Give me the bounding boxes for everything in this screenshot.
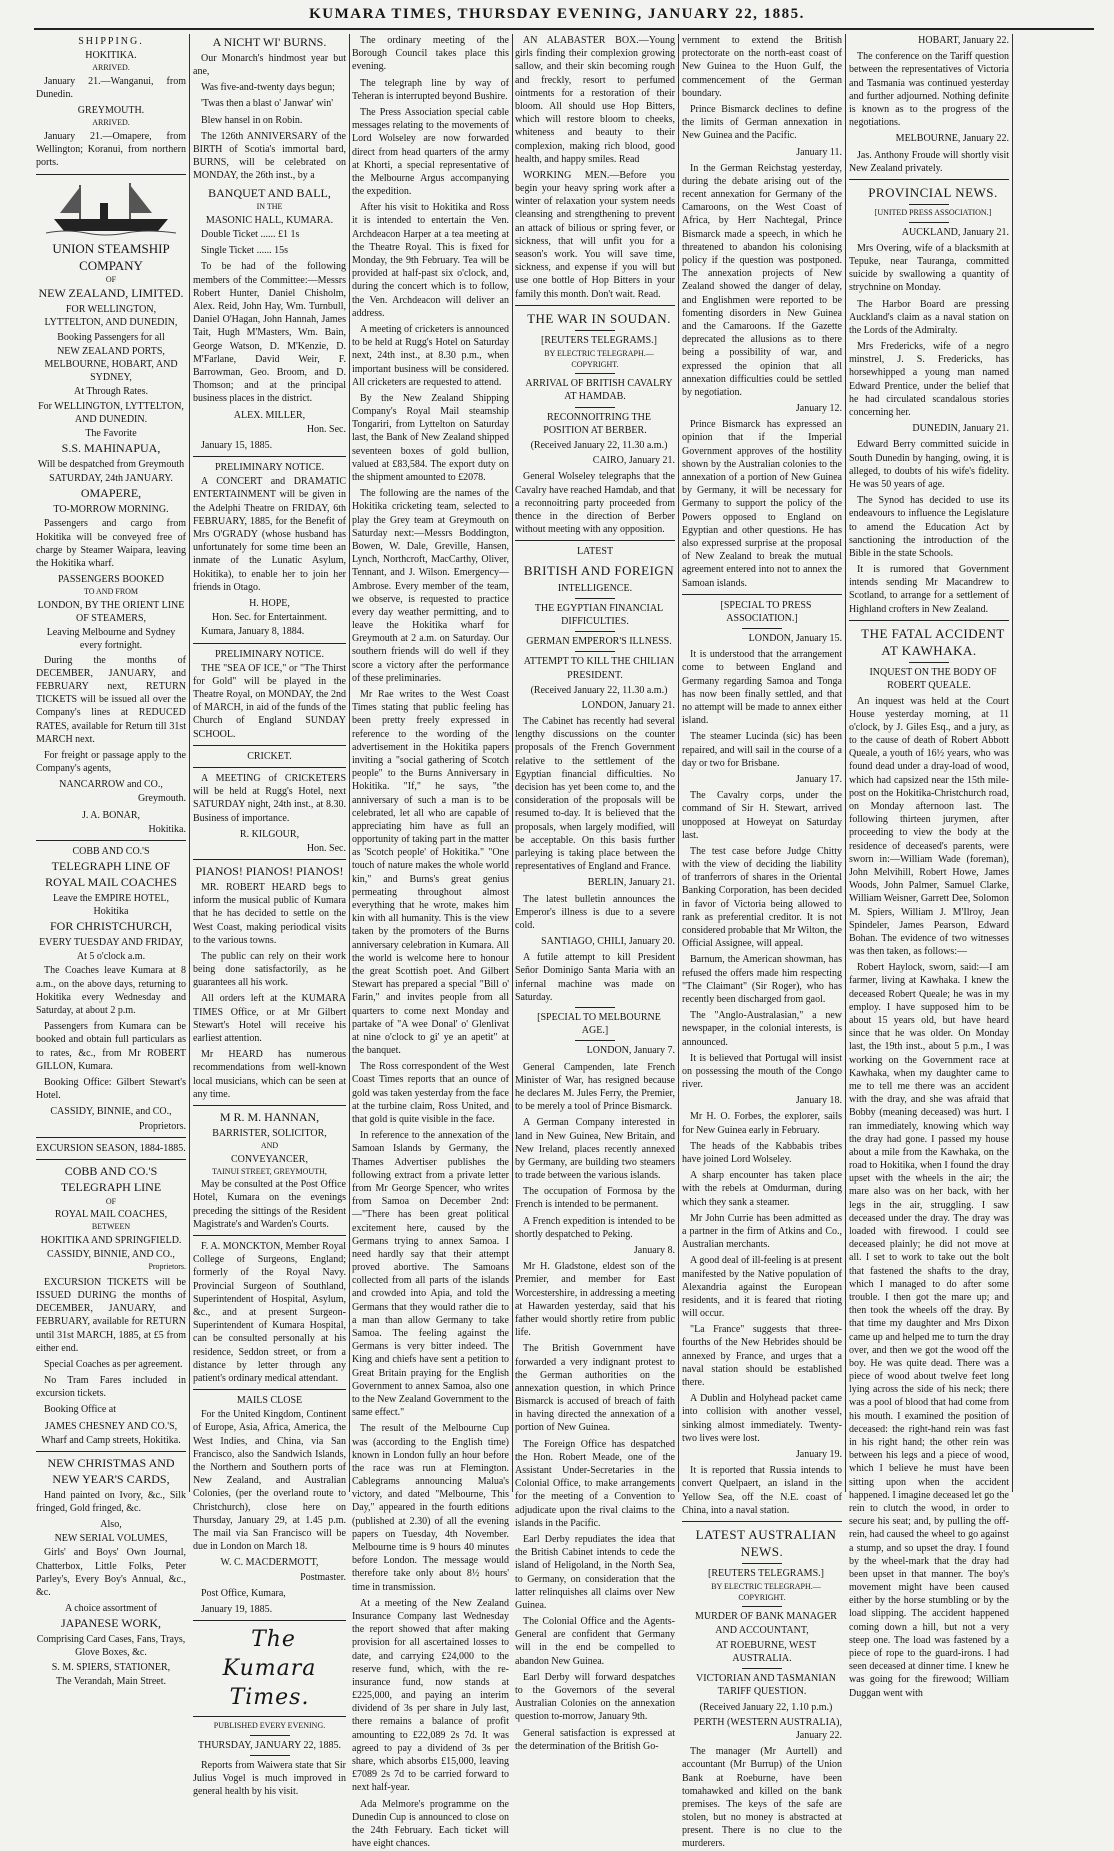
signatory-role: Hon. Sec. [306,842,346,854]
agent-town: Hokitika. [148,823,186,835]
news-paragraph: vernment to extend the British protectorate on the north-east coast of New Guinea to the Huon Gulf, the commencement of the German boundary. [682,35,842,99]
news-paragraph: Mr Rae writes to the West Coast Times stating that public feeling has been pretty freely expressed in reference to the wording of the advertisement in the Hokitika papers inviting a "social gathering of Scotch people" to the Burns Anniversary in Hokitika. "If," he says, "the anniversary of such a man is to be celebrated, let all who are capable of appreciating him have as full an opportunity of taking part in the matter as 'Scotch people' of Hokitika." "One touch of nature makes the whole world kin," and Burns's great genius permeating throughout almost everything that he wrote, makes him kin with all humanity. This is the view taken by the promoters of the Burns anniversary celebration in Kumara. All the world is welcome here to honour the great Scottish poet. And Gilbert Stewart has prepared a special "Bill o' Farin," and invites people from all quarters to come next Monday and partake of "A wee Donal' o' Glenlivat at nine o'clock to gi' ye an apetit" at the banquet. [352,689,509,1057]
poem-line: Blew hansel in on Robin. [201,114,303,126]
reuters-label: [REUTERS TELEGRAMS.] [708,1568,824,1580]
intelligence-label: INTELLIGENCE. [557,582,633,594]
no-tram: No Tram Fares included in excursion tickets. [36,1375,186,1400]
divider [849,179,1009,180]
divider [682,1521,842,1522]
poem-line: 'Twas then a blast o' Janwar' win' [201,98,334,110]
divider [575,631,615,632]
advert-paragraph: WORKING MEN.—Before you begin your heavy spring work after a winter of relaxation your system needs cleansing and strengthening to prevent an attack of bilious or spring fever, or sickness, that will unfit you for a season's work. You will save time, sickness, and expense if you will but use one bottle of Hop Bitters in your family this month. Don't wait. Read. [515,169,675,300]
preliminary-heading: PRELIMINARY NOTICE. [214,648,325,660]
orient-line: LONDON, BY THE ORIENT LINE OF STEAMERS, [37,599,185,625]
usc-for: FOR WELLINGTON, LYTTELTON, AND DUNEDIN, [44,304,178,329]
choice-text: A choice assortment of [65,1603,157,1615]
steamship-icon [46,179,176,237]
heard-text: All orders left at the KUMARA TIMES Office, or at Mr Gilbert Stewart's Hotel will receive his earliest attention. [193,993,346,1045]
divider [742,628,782,629]
roebourne-heading: AT ROEBURNE, WEST AUSTRALIA. [715,1639,817,1665]
divider [575,330,615,331]
single-ticket: Single Ticket ...... 15s [201,245,288,257]
aus-heading: LATEST AUSTRALIAN NEWS. [695,1526,837,1560]
cobb2-title: COBB AND CO.'S TELEGRAPH LINE [60,1163,162,1194]
egypt-heading: THE EGYPTIAN FINANCIAL DIFFICULTIES. [534,602,664,627]
column-rule [189,34,190,1492]
dateline: January 19. [795,1448,842,1460]
news-paragraph: A meeting of cricketers is announced to be held at Rugg's Hotel on Saturday next, 24th inst., at 8.30 p.m., when important business will be considered. All cricketers are requested to attend. [352,323,509,388]
tainui: TAINUI STREET, GREYMOUTH, [212,1166,327,1176]
news-paragraph: The "Anglo-Australasian," a new newspaper, in the colonial interests, is announced. [682,1010,842,1048]
divider [909,662,949,663]
divider [575,651,615,652]
divider [193,767,346,768]
divider [742,1606,782,1607]
shipping-heading: SHIPPING. [78,36,144,47]
hokitika-arrival: January 21.—Wanganui, from Dunedin. [36,75,186,101]
to-from-label: TO AND FROM [83,587,139,597]
attempt-heading: ATTEMPT TO KILL THE CHILIAN PRESIDENT. [523,656,675,681]
divider [575,1007,615,1008]
mails-text: For the United Kingdom, Continent of Europe, Asia, Africa, America, the West Indies, and China, via San Francisco, also the Sandwich Islands, the Northern and Southern ports of New Zealand, and Australian Colonies, (per the overland route to Christchurch), close here on Thursday, January 29, at 1.45 p.m. The mail via San Francisco will be due in London on March 18. [193,1409,346,1553]
news-paragraph: Barnum, the American showman, has refused the offers made him respecting "The Claimant" (Sir Roger), who has recently been discharged from gaol. [682,954,842,1005]
electric-label: BY ELECTRIC TELEGRAPH.—COPYRIGHT. [544,349,654,369]
conveyancer: CONVEYANCER, [231,1153,308,1165]
upa-label: [UNITED PRESS ASSOCIATION.] [874,208,992,218]
news-paragraph: The heads of the Kabbabis tribes have joined Lord Wolseley. [682,1140,842,1165]
signatory-role: Hon. Sec. for Entertainment. [212,612,327,624]
leaving-text: Leaving Melbourne and Sydney every fortnight. [46,627,176,652]
heard-text: MR. ROBERT HEARD begs to inform the musical public of Kumara that he has decided to settle on the West Coast, making periodical visits to the various towns. [193,881,346,946]
news-paragraph: Earl Derby repudiates the idea that the British Cabinet intends to cede the island of Heligoland, in the North Sea, to Germany, on consideration that the latter relinquishes all claims over New Guinea. [515,1533,675,1611]
comprising-text: Comprising Card Cases, Fans, Trays, Glove Boxes, &c. [36,1634,186,1659]
heard-text: The public can rely on their work being done satisfactorily, as he guarantees all his work. [193,950,346,989]
news-paragraph: After his visit to Hokitika and Ross it is intended to entertain the Ven. Archdeacon Harper at a tea meeting at the Theatre Royal. This is fixed for Monday, the 9th February. Tea will be provided at half-past six o'clock, and, during the concert which is to follow, the Ven. Archdeacon will deliver an address. [352,202,509,319]
cobb-line: TELEGRAPH LINE OF ROYAL MAIL COACHES [45,859,177,890]
cobb-destination: FOR CHRISTCHURCH, [49,919,173,934]
divider [575,373,615,374]
booking-at: Booking Office at [44,1404,117,1416]
news-paragraph: The Cavalry corps, under the command of Sir H. Stewart, arrived unopposed at Howeyat on Saturday last. [682,790,842,841]
dateline: January 18. [795,1095,842,1107]
cricket-text: A MEETING of CRICKETERS will be held at Rugg's Hotel, next SATURDAY night, 24th inst., at 8.30. Business of importance. [193,773,346,824]
news-paragraph: The ordinary meeting of the Borough Council takes place this evening. [352,35,509,73]
also-label: Also, [100,1519,122,1531]
cobb2-royal: ROYAL MAIL COACHES, [54,1209,168,1221]
signatory: W. C. MACDERMOTT, [220,1557,319,1569]
sea-of-ice-text: THE "SEA OF ICE," or "The Thirst for Gold" will be played in the Theatre Royal, on MONDAY, the 2nd of MARCH, in aid of the funds of the Church of England SUNDAY SCHOOL. [193,662,346,740]
news-paragraph: Ada Melmore's programme on the Dunedin Cup is announced to close on the 24th February. Each ticket will have eight chances. [352,1798,509,1850]
spiers: S. M. SPIERS, STATIONER, [51,1661,171,1673]
divider [250,1755,290,1756]
column-6 [849,34,1009,1699]
news-paragraph: The steamer Lucinda (sic) has been repaired, and will sail in the course of a day or two for Brisbane. [682,731,842,769]
concert-text: A CONCERT and DRAMATIC ENTERTAINMENT will be given in the Adelphi Theatre on FRIDAY, 6th FEBRUARY, 1885, for the Benefit of Mrs O'GRADY (whose husband has unfortunately for some time been an inmate of the Lunatic Asylum, Hokitika), to enable her to join her friends in Otago. [193,476,346,593]
column-rule [512,34,513,1492]
and-label: AND [260,1140,279,1150]
news-paragraph: Earl Derby will forward despatches to the Governors of the several Australian Colonies on the annexation question to-morrow, January 9th. [515,1671,675,1723]
divider [36,840,186,841]
news-paragraph: The result of the Melbourne Cup was (according to the English time) known in London fully an hour before the race was run at Flemington. Cablegrams announcing Malua's victory, and dated "Melbourne, This Day," appeared in the fourth editions (published at 2.30) of all the evening papers on Tuesday, 4th November. Melbourne time is 9 hours 40 minutes before London. The message would therefore take only about 8½ hours' time in transmission. [352,1423,509,1593]
in-the: IN THE [256,202,283,212]
column-2 [193,34,346,1798]
column-7-edge [1015,34,1095,1492]
divider [909,222,949,223]
usc-title: UNION STEAMSHIP COMPANY [52,240,170,273]
news-paragraph: The manager (Mr Aurtell) and accountant (Mr Burrup) of the Union Bank at Roeburne, have been tomahawked and killed on the bank premises. The keys of the safe are stolen, but no money is abstracted at present. There is no clue to the murderers. [682,1746,842,1850]
divider [742,1668,782,1669]
inquest-heading: INQUEST ON THE BODY OF ROBERT QUEALE. [869,667,997,692]
murder-heading: MURDER OF BANK MANAGER AND ACCOUNTANT, [695,1611,837,1636]
divider [36,1159,186,1160]
news-paragraph: It is rumored that Government intends sending Mr Macandrew to Scotland, to arrange for a settlement of Highland crofters in New Zealand. [849,564,1009,615]
divider [515,540,675,541]
news-paragraph: By the New Zealand Shipping Company's Royal Mail steamship Tongariri, from Lyttelton on Saturday last, the Bank of New Zealand shipped seventeen boxes of gold bullion, valued at £83,584. The export duty on the shipment amounted to £2078. [352,392,509,483]
usc-for2: For WELLINGTON, LYTTELTON, AND DUNEDIN. [38,400,184,425]
news-paragraph: "La France" suggests that three-fourths of the New Hebrides should be annexed by France, and urges that a naval station should be established there. [682,1324,842,1388]
news-paragraph: The Press Association special cable messages relating to the movements of Lord Wolseley are now forwarded direct from head quarters of the army at Khorti, a special representative of the Melbourne Argus accompanying the expedition. [352,106,509,198]
cobb-office: Booking Office: Gilbert Stewart's Hotel. [36,1076,186,1102]
pianos-heading: PIANOS! PIANOS! PIANOS! [195,864,344,879]
news-paragraph: In reference to the annexation of the Samoan Islands by Germany, the Thames Advertiser publishes the following extract from a private letter from Mr George Spencer, who writes from Samoa on December 2nd:—"There has been great political excitement here, caused by the Germans trying to annex Samoa. I need hardly say that their attempt proved abortive. The Samoans collected from all parts of the islands and crowded into Apia, and told the Germans that they would rather die to a man than allow Germany to take Samoa. The feeling against the Germans is very bitter indeed. The King and chiefs have sent a petition to Great Britain praying for the English Government to annex Samoa, also one to the New Zealand Government to the same effect." [352,1130,509,1419]
booked-label: PASSENGERS BOOKED [57,574,165,586]
dateline: LONDON, January 15. [748,633,842,645]
special-pa-label: [SPECIAL TO PRESS ASSOCIATION.] [720,599,812,624]
news-paragraph: The Harbor Board are pressing Auckland's claim as a naval station on the Lords of the Admiralty. [849,298,1009,336]
dateline: AUCKLAND, January 21. [901,226,1009,238]
news-paragraph: Robert Haylock, sworn, said:—I am farmer, living at Kawhaka. I knew the deceased Robert Queale; he was in my employ. I have supposed him to be about 15 years old, but have heard since that he was older. On Monday last, the 19th inst., about 5 p.m., I was working on the Government race at Kawhaka, when my daughter came to me to tell me there was an accident with the dray, and she was afraid that Bobby (meaning deceased) was hurt. I ran immediately, knowing which way the dray had gone. I passed my house about a mile from the Kawhaka, on the road to Hokitika, when I found the dray upset with the wheels in the air; the mare also was on her back, with her legs in the air, struggling. I saw deceased under the dray. The dray was loaded with firewood. I could see deceased plainly; he did not move at all. I set to work to take out the bolt that fastened the shafts to the dray, which I managed to do after some trouble. I then got the mare up; and then took the wheels off the dray. By that time my daughter and Mrs Dixon came up and helped me to turn the dray over, and then we got the wood off the boy. He was quite dead. There was a piece of wood about twelve feet long lying across the side of his neck; there was a pool of blood that had come from his mouth. I examined the position of deceased: the right-hand rein was fast in his right hand; the other rein was between his legs and a piece of wood, which I believe he must have been sitting upon when the accident happened. I imagine deceased let go the rein to clutch the wood, in order to secure his seat; and, by pulling the off-rein, had caused the wheel to go against a stump, and so upset the dray. I found by the wheel-mark that the dray had been upset in that manner. The boy's movement might have been caused either by the horse stumbling or by the load slipping. The accident happened coming down a hill, but not a very steep one. The load was fastened by a piece of rope to the guard-irons. I had seen deceased at dinner time. I knew he was going for the firewood; William Duggan went with [849,962,1009,1699]
notice-date: January 15, 1885. [201,439,273,451]
divider [193,1389,346,1390]
news-paragraph: The Foreign Office has despatched the Hon. Robert Meade, one of the Assistant Under-Secretaries in the Colonial Office, to make arrangements for the meeting of a Convention to adjudicate upon the rival claims to the islands in the Pacific. [515,1438,675,1529]
freight-text: For freight or passage apply to the Company's agents, [36,749,186,775]
preliminary-heading: PRELIMINARY NOTICE. [214,462,325,474]
divider [849,620,1009,621]
news-paragraph: The British Government have forwarded a very indignant protest to the German authorities on the annexation question, in which Prince Bismarck is accused of breach of faith in having directed the annexation of a portion of New Guinea. [515,1343,675,1434]
divider [575,407,615,408]
japanese-title: JAPANESE WORK, [60,1616,162,1631]
news-paragraph: Mrs Fredericks, wife of a negro minstrel, J. S. Fredericks, has horsewhipped a young man named Edward Prentice, under the belief that he had circulated scandalous stories concerning her. [849,341,1009,419]
news-paragraph: The telegraph line by way of Teheran is interrupted beyond Bushire. [352,77,509,102]
cricket-heading: CRICKET. [247,750,292,762]
arrival-heading: ARRIVAL OF BRITISH CAVALRY AT HAMDAB. [525,378,673,403]
agent-name: J. A. BONAR, [81,809,141,821]
favorite-label: The Favorite [85,427,137,439]
cobb-text: The Coaches leave Kumara at 8 a.m., on the above days, returning to Hokitika every Wednesday and Saturday, at about 2 p.m. [36,965,186,1017]
masthead-rule [34,28,1094,30]
usc-of: OF [105,274,117,284]
news-paragraph: The occupation of Formosa by the French is intended to be permanent. [515,1186,675,1211]
dateline: LONDON, January 7. [586,1045,675,1057]
waiwera-text: Reports from Waiwera state that Sir Julius Vogel is much improved in general health by his visit. [193,1759,346,1798]
news-paragraph: It is believed that Portugal will insist on possessing the mouth of the Congo river. [682,1052,842,1091]
column-5 [682,34,842,1850]
issue-date: THURSDAY, JANUARY 22, 1885. [198,1739,341,1751]
divider [909,204,949,205]
divider [682,594,842,595]
bfi-heading: BRITISH AND FOREIGN [523,563,675,579]
usc-booking: Booking Passengers for all [57,331,165,343]
between-label: BETWEEN [91,1222,131,1232]
divider [515,305,675,306]
news-paragraph: Edward Berry committed suicide in South Dunedin by hanging, owing, it is alleged, to doubts of his wife's fidelity. He was 50 years of age. [849,439,1009,490]
serial-title: NEW SERIAL VOLUMES, [54,1533,168,1545]
divider [193,1716,346,1717]
column-rule [349,34,350,1492]
monckton-text: F. A. MONCKTON, Member Royal College of Surgeons, England; formerly of the Royal Navy. Provincial Surgeon of Southland, Superintendent of Hospital, Asylum, &c., and at present Surgeon-Superintendent of Kumara Hospital, can be consulted personally at his residence, Seddon street, or from a distance by letter through any patient's ordinary medical attendant. [193,1241,346,1384]
dateline: January 17. [795,773,842,785]
post-date: January 19, 1885. [201,1603,273,1615]
signatory: ALEX. MILLER, [233,409,306,421]
divider [193,643,346,644]
news-paragraph: Mr H. O. Forbes, the explorer, sails for New Guinea early in February. [682,1111,842,1136]
news-paragraph: The following are the names of the Hokitika cricketing team, selected to play the Grey team at Greymouth on Saturday next:—Messrs Boddington, Bowen, W. Dale, Greville, Hansen, Lynch, Northcroft, MacCarthy, Oliver, Tennant, and J. Wilson. Emergency—Ambrose. Every member of the team, we observe, is requested to practice every day weather permitting, and to leave the Hokitika wharf for Greymouth at 2 a.m. on Saturday. Our southern friends will do well if they score a victory after the performance of these preliminaries. [352,488,509,684]
tariff-heading: VICTORIAN AND TASMANIAN TARIFF QUESTION. [696,1673,836,1698]
divider [193,859,346,860]
hannan-title: M R. M. HANNAN, [219,1109,320,1124]
divider [193,1105,346,1106]
news-paragraph: A sharp encounter has taken place with the rebels at Omdurman, during which they sank a steamer. [682,1170,842,1208]
cobb-text: Passengers from Kumara can be booked and obtain full particulars as to rates, &c., from Mr ROBERT GILLON, Kumara. [36,1021,186,1072]
news-paragraph: At a meeting of the New Zealand Insurance Company last Wednesday the report showed that after making provision for all ascertained losses to date, and carrying £24,000 to the reserve fund, which, with the re-insurance fund, now stands at £225,000, and paying an interim dividend of 3s per share in July last, there remains a balance of profit amounting to £22,089 2s 7d. It was agreed to pay a dividend of 3s per share, which absorbs £15,000, leaving £7089 2s 7d to be carried forward to next half-year. [352,1597,509,1794]
divider [36,174,186,175]
cobb-proprietors: CASSIDY, BINNIE, and CO., [50,1106,172,1118]
divider [193,1235,346,1236]
cobb-days: EVERY TUESDAY AND FRIDAY, [39,937,183,949]
signatory-role: Hon. Sec. [306,423,346,435]
divider [575,1040,615,1041]
cargo-text: Passengers and cargo from Hokitika will be conveyed free of charge by Steamer Waipara, leaving the Hokitika wharf. [36,518,186,569]
signatory: R. KILGOUR, [239,828,300,840]
column-1 [36,34,186,1687]
column-rule [1012,34,1013,1492]
cobb-leave: Leave the EMPIRE HOTEL, Hokitika [52,892,170,918]
greymouth-heading: GREYMOUTH. [77,105,145,117]
news-paragraph: The Ross correspondent of the West Coast Times reports that an ounce of gold was taken yesterday from the face at the turbine claim, Ross United, and that gold is quite visible in the face. [352,1061,509,1125]
provincial-heading: PROVINCIAL NEWS. [868,184,998,200]
despatch-date: SATURDAY, 24th JANUARY. [49,473,173,485]
committee-text: To be had of the following members of the Committee:—Messrs Robert Hunter, Daniel Chisholm, Alex. Reid, John Hay, Wm. Turnbull, Daniel O'Hagan, John Hannah, James Tait, Hugh M'Masters, Wm. Bain, George Watson, D. M'Kenzie, D. M'Farlane, David Weir, F. Barrowman, Geo. Broom, and D. Thomson; and at the principal business places in the district. [193,261,346,405]
omapere-name: OMAPERE, [80,486,142,501]
received-line: (Received January 22, 11.30 a.m.) [530,439,668,451]
proprietors-label: Proprietors. [148,1262,186,1272]
masthead: KUMARA TIMES, THURSDAY EVENING, JANUARY 22, 1885. [309,6,805,22]
verandah: The Verandah, Main Street. [55,1675,167,1687]
dateline: MELBOURNE, January 22. [895,133,1009,145]
dateline: PERTH (WESTERN AUSTRALIA), January 22. [693,1716,842,1741]
news-paragraph: General satisfaction is expressed at the determination of the British Go- [515,1727,675,1752]
masonic-hall: MASONIC HALL, KUMARA. [205,214,334,226]
greymouth-arrival: January 21.—Omapere, from Wellington; Koranui, from northern ports. [36,131,186,169]
news-paragraph: It is reported that Russia intends to convert Quelpaert, an island in the Yellow Sea, off the N.E. coast of China, into a naval station. [682,1465,842,1516]
chesney: JAMES CHESNEY AND CO.'S, [44,1420,178,1432]
girls-text: Girls' and Boys' Own Journal, Chatterbox, Little Folks, Peter Parley's, Every Boy's Annual, &c., &c. [36,1547,186,1598]
hand-painted: Hand painted on Ivory, &c., Silk fringed, Gold fringed, &c. [36,1489,186,1514]
divider [36,1137,186,1138]
received-line: (Received January 22, 1.10 p.m.) [699,1701,833,1713]
dateline: BERLIN, January 21. [587,877,675,889]
poem-line: Our Monarch's hindmost year but ane, [193,52,346,78]
news-paragraph: A French expedition is intended to be shortly despatched to Peking. [515,1215,675,1240]
received-line: (Received January 22, 11.30 a.m.) [530,684,668,696]
published: PUBLISHED EVERY EVENING. [213,1721,326,1731]
route: HOKITIKA AND SPRINGFIELD. [40,1234,182,1246]
news-paragraph: Prince Bismarck declines to define the limits of German annexation in New Guinea and the Pacific. [682,103,842,142]
news-paragraph: Prince Bismarck has expressed an opinion that if the Imperial Government approves of the hostility shown by the Australian colonies to the annexation of a portion of New Guinea by Germany, it will be necessary for Germany to support the policy of the Powers opposed to England on Egyptian and other questions. He has also expressed surprise at the proposal of New Zealand to break the mutual agreement entered into not to annex the Samoan islands. [682,419,842,589]
news-paragraph: In the German Reichstag yesterday, during the debate arising out of the recent annexation for Germany of the Camaroons, on the West Coast of Africa, by Herr Nachtegal, Prince Bismarck made a speech, in which he threatened to abandon his colonising policy if the question was postponed. The annexation projects of New Zealand showed the danger of delay, and Englishmen were reported to be fomenting disorders in New Guinea and the Camaroons. If the Gazette deprecated the allusions as to there being a possibility of war, and expressed the opinion that all annexation difficulties could be settled by negotiation. [682,162,842,398]
arrived-label: ARRIVED. [92,63,130,73]
tomorrow-label: TO-MORROW MORNING. [53,504,169,516]
dateline: LONDON, January 21. [581,699,675,711]
emperor-heading: GERMAN EMPEROR'S ILLNESS. [526,636,672,648]
despatch-text: Will be despatched from Greymouth [37,458,185,470]
dateline: CAIRO, January 21. [592,455,675,467]
news-paragraph: Jas. Anthony Froude will shortly visit New Zealand privately. [849,149,1009,174]
divider [250,1735,290,1736]
banquet: BANQUET AND BALL, [208,185,331,200]
latest-label: LATEST [576,546,614,558]
special-age-label: [SPECIAL TO MELBOURNE AGE.] [537,1012,661,1037]
xmas-title: NEW CHRISTMAS AND NEW YEAR'S CARDS, [47,1456,175,1486]
column-rule [678,34,679,1492]
cobb2-of: OF [105,1196,117,1206]
signatory: H. HOPE, [249,597,290,609]
news-paragraph: Mrs Overing, wife of a blacksmith at Tepuke, near Tauranga, committed suicide by swallowing a quantity of strychnine on Monday. [849,242,1009,294]
column-4 [515,34,675,1752]
vessel-name: S.S. MAHINAPUA, [61,441,161,456]
usc-nz: NEW ZEALAND, LIMITED. [38,286,184,301]
news-paragraph: The conference on the Tariff question between the representatives of Victoria and Tasmania was continued yesterday and further adjourned. Nothing definite is known as to the progress of the negotiations. [849,51,1009,129]
news-paragraph: A good deal of ill-feeling is at present manifested by the Native population of Alexandria against the European residents, and it is feared that rioting will occur. [682,1255,842,1320]
news-paragraph: A German Company interested in land in New Guinea, New Britain, and New Ireland, places recently annexed by Germany, are building two steamers to trade between the various islands. [515,1117,675,1182]
divider [193,745,346,746]
dateline: January 12. [795,403,842,415]
advert-paragraph: AN ALABASTER BOX.—Young girls finding their complexion growing sallow, and their skin becoming rough and freckly, resort to perfumed ointments for a restoration of their bloom. All should use Hop Bitters, which will restore bloom to cheeks, whiteness and beauty to their complexion, making rich blood, good health, and happy smiles. Read [515,35,675,165]
cobb2-text: EXCURSION TICKETS will be ISSUED DURING the months of DECEMBER, JANUARY, and FEBRUARY, available for RETURN until 31st MARCH, 1885, at £5 from either end. [36,1276,186,1354]
column-3 [352,34,509,1850]
news-paragraph: The Synod has decided to use its endeavours to influence the Legislature to amend the Education Act by sanctioning the introduction of the Bible in the state Schools. [849,495,1009,559]
war-heading: THE WAR IN SOUDAN. [527,310,671,326]
arrived-label: ARRIVED. [92,118,130,128]
paper-title: The Kumara Times. [222,1627,317,1711]
divider [193,456,346,457]
double-ticket: Double Ticket ...... £1 1s [201,229,300,241]
recon-heading: RECONNOITRING THE POSITION AT BERBER. [543,411,651,436]
wharf: Wharf and Camp streets, Hokitika. [41,1434,181,1446]
cobb-time: At 5 o'clock a.m. [76,951,146,963]
proprietors-label: Proprietors. [139,1120,186,1132]
divider [193,1620,346,1621]
barrister: BARRISTER, SOLICITOR, [212,1127,327,1139]
news-paragraph: A futile attempt to kill President Señor Dominigo Santa Maria with an infernal machine was made on Saturday. [515,952,675,1003]
dateline: DUNEDIN, January 21. [912,423,1009,435]
column-rule [845,34,846,1492]
reuters-label: [REUTERS TELEGRAMS.] [541,334,657,346]
news-paragraph: Mr H. Gladstone, eldest son of the Premier, and member for East Worcestershire, in addressing a meeting at Hawarden yesterday, said that his father would shortly retire from public life. [515,1261,675,1339]
hokitika-heading: HOKITIKA. [85,50,137,62]
agent-name: NANCARROW and CO., [59,779,163,791]
poem-line: Was five-and-twenty days begun; [201,82,335,94]
usc-rates: At Through Rates. [74,386,148,398]
news-paragraph: The test case before Judge Chitty with the view of deciding the liability of tranferrors of shares in the Oriental Banking Corporation, has been decided in favor of Victoria being allowed to rank as preferential creditor. It is not considered probable that Mr Wilton, the Official Assignee, will appeal. [682,845,842,950]
excursion-heading: EXCURSION SEASON, 1884-1885. [36,1142,186,1154]
news-paragraph: The Cabinet has recently had several lengthy discussions on the counter proposals of the French Government relative to the settlement of the Egyptian financial difficulties. No decision has yet been come to, and the consideration of the proposals will be resumed to-day. It is believed that the proposals, when largely modified, will be acceptable. On this basis further parleying is taking place between the representatives of England and France. [515,716,675,873]
mails-heading: MAILS CLOSE [236,1395,303,1407]
special-coaches: Special Coaches as per agreement. [44,1358,183,1370]
return-tickets-text: During the months of DECEMBER, JANUARY, and FEBRUARY next, RETURN TICKETS will be issued all over the Company's lines at REDUCED RATES, available for Return till 31st MARCH next. [36,654,186,745]
divider [742,1563,782,1564]
agent-town: Greymouth. [137,793,186,805]
news-paragraph: The Colonial Office and the Agents-General are confident that Germany will in the end be compelled to abandon New Guinea. [515,1616,675,1667]
signatory-role: Postmaster. [300,1571,346,1583]
cobb2-proprietors: CASSIDY, BINNIE, AND CO., [47,1249,175,1261]
divider [575,598,615,599]
news-paragraph: The latest bulletin announces the Emperor's illness is due to a severe cold. [515,893,675,931]
electric-label: BY ELECTRIC TELEGRAPH.—COPYRIGHT. [711,1582,821,1602]
news-paragraph: General Wolseley telegraphs that the Cavalry have reached Hamdab, and that a reconnoitring party proceeded from thence in the direction of Berber without meeting with any opposition. [515,471,675,536]
usc-ports: NEW ZEALAND PORTS, MELBOURNE, HOBART, AND SYDNEY, [44,345,178,384]
news-paragraph: A Dublin and Holyhead packet came into collision with another vessel, sinking almost immediately. Twenty-two lives were lost. [682,1393,842,1444]
news-paragraph: It is understood that the arrangement come to between England and Germany regarding Samoa and Tonga has now been finally settled, and that no attempt will be made to annex either island. [682,649,842,727]
cobb-title: COBB AND CO.'S [72,846,150,858]
burns-title: A NICHT WI' BURNS. [212,35,327,49]
news-paragraph: Mr John Currie has been admitted as a partner in the firm of Atkins and Co., Australian merchants. [682,1212,842,1251]
burns-text: The 126th ANNIVERSARY of the BIRTH of Scotia's immortal bard, BURNS, will be celebrated on MONDAY, the 26th inst., by a [193,130,346,182]
news-paragraph: General Campenden, late French Minister of War, has resigned because he declares M. Jules Ferry, the Premier, to be merely a tool of Prince Bismarck. [515,1061,675,1113]
dateline: January 8. [633,1245,675,1257]
post-office: Post Office, Kumara, [201,1587,286,1599]
news-paragraph: An inquest was held at the Court House yesterday morning, at 11 o'clock, by J. Giles Esq., and a jury, as to the cause of death of Robert Abbott Queale, a youth of 16½ years, who was found dead under a dray-load of wood, which had capsized near the 15th mile-post on the Hokitika-Christchurch road, on Monday afternoon last. The following thirteen jurymen, after proceeding to view the body at the residence of deceased's parents, were sworn in:—William Wade (foreman), John Melvihill, Robert Howe, James Woods, John Palmer, Samuel Clarke, William Weisner, Garrett Dee, Solomon M. Spiers, William J. M'Ilroy, Jean Spindeler, James Pearson, Edward Bohan. The evidence of two witnesses was then taken, as follows:— [849,695,1009,958]
hannan-text: May be consulted at the Post Office Hotel, Kumara on the evenings preceding the sittings of the Resident Magistrate's and Warden's Courts. [193,1179,346,1230]
dateline: SANTIAGO, CHILI, January 20. [541,936,675,948]
fatal-accident-heading: THE FATAL ACCIDENT AT KAWHAKA. [861,625,1005,658]
dateline: HOBART, January 22. [918,35,1009,46]
heard-text: Mr HEARD has numerous recommendations from well-known local musicians, which can be seen at any time. [193,1049,346,1100]
notice-date: Kumara, January 8, 1884. [201,626,305,638]
divider [36,1451,186,1452]
dateline: January 11. [796,146,842,158]
